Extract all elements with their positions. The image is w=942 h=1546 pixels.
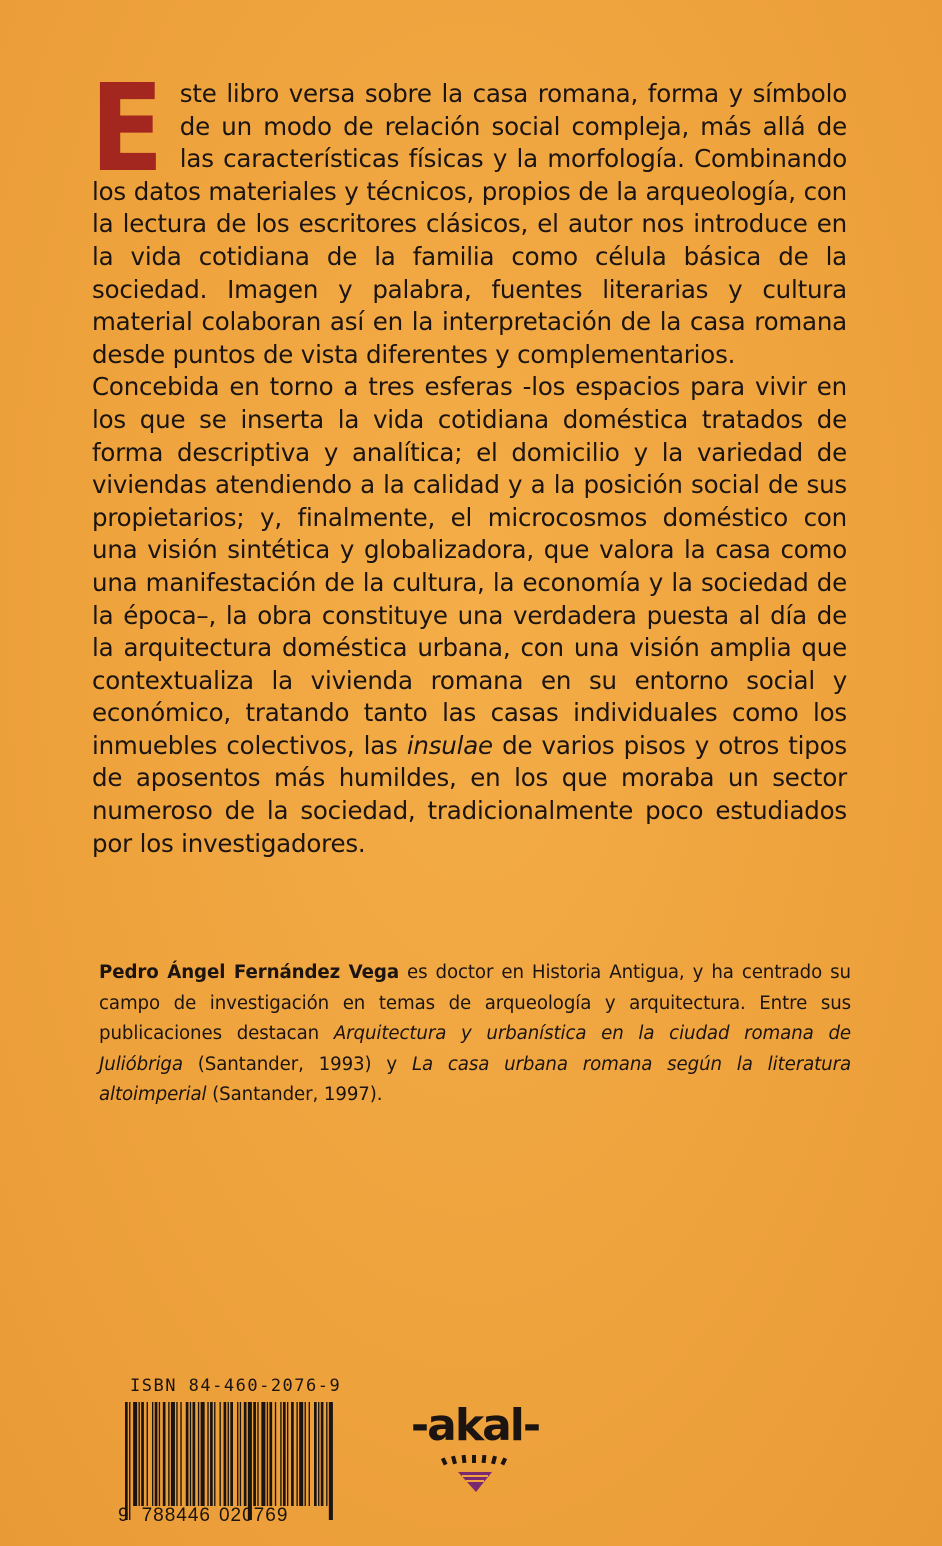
barcode-bar	[287, 1402, 288, 1506]
barcode-bar	[299, 1402, 303, 1506]
barcode-bar	[193, 1402, 196, 1506]
barcode-bar	[147, 1402, 148, 1506]
barcode-bar	[309, 1402, 310, 1506]
barcode-bar	[230, 1402, 233, 1506]
barcode-bar	[237, 1402, 238, 1506]
author-bio-text-3: (Santander, 1997).	[206, 1084, 383, 1105]
barcode-digits-group-1: 788446	[141, 1505, 211, 1526]
barcode-bar	[305, 1402, 306, 1506]
barcode-bar	[207, 1402, 208, 1506]
barcode-bar	[269, 1402, 272, 1506]
insulae-italic: insulae	[406, 730, 493, 760]
barcode-bar	[190, 1402, 191, 1506]
barcode-bar	[133, 1402, 137, 1506]
barcode-bar	[318, 1402, 319, 1506]
barcode-bar	[171, 1402, 175, 1506]
barcode-bar	[152, 1402, 153, 1506]
barcode-bar	[125, 1402, 128, 1520]
barcode-bar	[257, 1402, 258, 1506]
barcode-bar	[244, 1402, 247, 1506]
barcode-bar	[296, 1402, 297, 1506]
barcode-bar	[139, 1402, 140, 1506]
barcode-bar	[283, 1402, 286, 1506]
barcode-bar	[168, 1402, 169, 1506]
barcode-bar	[176, 1402, 177, 1506]
akal-logo	[400, 1370, 550, 1500]
barcode-bar	[163, 1402, 166, 1506]
barcode-bar	[198, 1402, 199, 1506]
barcode-bar	[201, 1402, 205, 1506]
akal-logo-text: -akal-	[410, 1400, 540, 1451]
barcode-bar	[280, 1402, 281, 1506]
barcode-bar	[267, 1402, 268, 1506]
barcode-bar	[159, 1402, 160, 1506]
barcode-bar	[329, 1402, 333, 1520]
author-bio-text-1: es doctor en Historia Antigua, y ha centrado su campo de investigación en temas de arqueología y arquitectura. Entre sus publicaciones destacan	[99, 962, 851, 1044]
drop-cap: E	[90, 60, 164, 199]
barcode-bar	[141, 1402, 144, 1506]
barcode-digit-first: 9	[118, 1505, 130, 1526]
barcode-bar	[261, 1402, 265, 1506]
barcode-bar	[180, 1402, 181, 1506]
barcode-bar	[155, 1402, 158, 1506]
back-cover-blurb	[90, 60, 847, 860]
barcode-bar	[240, 1402, 241, 1506]
barcode-digits	[118, 1505, 288, 1527]
blurb-paragraph-2-text-a: Concebida en torno a tres esferas -los espacios para vivir en los que se inserta la vida cotidiana doméstica tratados de forma descriptiva y analítica; el domicilio y la variedad de viviendas atendiendo a la calidad y a la posición social de sus propietarios; y, finalmente, el microcosmos doméstico con una visión sintética y globalizadora, que valora la casa como una manifestación de la cultura, la economía y la sociedad de la época–, la obra constituye una verdadera puesta al día de la arquitectura doméstica urbana, con una visión amplia que contextualiza la vivienda romana en su entorno social y económico, tratando tanto las casas individuales como los inmuebles colectivos, las	[92, 372, 847, 760]
barcode-bar	[210, 1402, 213, 1506]
barcode-bar	[186, 1402, 189, 1506]
author-name: Pedro Ángel Fernández Vega	[99, 962, 399, 983]
author-bio	[99, 958, 851, 1111]
barcode-bar	[228, 1402, 229, 1506]
barcode-bar	[275, 1402, 276, 1506]
barcode	[125, 1402, 335, 1520]
barcode-bar	[224, 1402, 227, 1506]
author-bio-text-2: (Santander, 1993) y	[182, 1053, 412, 1075]
author-book-1: Arquitectura y urbanística en la ciudad romana de Julióbriga	[99, 1023, 851, 1075]
blurb-paragraph-2-text-b: de varios pisos y otros tipos de aposentos más humildes, en los que moraba un sector numeroso de la sociedad, tradicionalmente poco estudiados por los investigadores.	[92, 730, 847, 858]
barcode-bar	[248, 1402, 252, 1520]
barcode-bar	[214, 1402, 215, 1506]
barcode-bar	[253, 1402, 256, 1506]
barcode-bar	[326, 1402, 327, 1506]
author-book-2: La casa urbana romana según la literatura altoimperial	[99, 1053, 852, 1105]
akal-logo-ticks	[441, 1455, 507, 1466]
barcode-digits-group-2: 020769	[218, 1505, 289, 1526]
barcode-bar	[129, 1402, 130, 1520]
blurb-paragraph-1-text: ste libro versa sobre la casa romana, forma y símbolo de un modo de relación social compleja, más allá de las características físicas y la morfología. Combinando los datos materiales y técnicos, propios de la arqueología, con la lectura de los escritores clásicos, el autor nos introduce en la vida cotidiana de la familia como célula básica de la sociedad. Imagen y palabra, fuentes literarias y cultura material colaboran así en la interpretación de la casa romana desde puntos de vista diferentes y complementarios.	[92, 79, 847, 369]
barcode-bar	[220, 1402, 221, 1506]
blurb-paragraph-1	[90, 60, 847, 371]
barcode-bar	[291, 1402, 294, 1506]
isbn-label: ISBN 84-460-2076-9	[130, 1376, 342, 1396]
barcode-bar	[321, 1402, 324, 1506]
barcode-bar	[314, 1402, 317, 1506]
blurb-paragraph-2	[92, 371, 847, 860]
